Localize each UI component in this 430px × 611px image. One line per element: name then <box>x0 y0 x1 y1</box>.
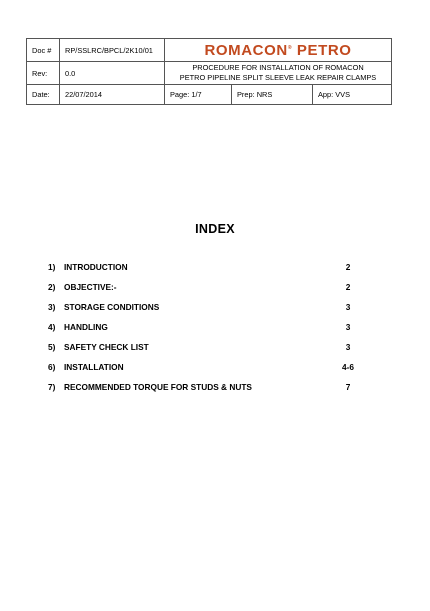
toc-item-page: 7 <box>345 382 351 392</box>
toc-item-title: INSTALLATION <box>64 362 124 372</box>
document-title-line-2: PETRO PIPELINE SPLIT SLEEVE LEAK REPAIR CLAMPS <box>179 73 377 82</box>
document-title <box>165 62 392 85</box>
date-label: Date: <box>27 85 60 105</box>
table-of-contents <box>48 262 368 402</box>
toc-item-number: 2) <box>48 282 56 292</box>
company-logo: ROMACON® PETRO <box>165 39 392 62</box>
toc-item <box>48 362 368 382</box>
toc-item-page: 3 <box>345 322 351 332</box>
toc-item-number: 3) <box>48 302 56 312</box>
revision-label: Rev: <box>27 62 60 85</box>
toc-item-title: INTRODUCTION <box>64 262 128 272</box>
document-title-line-1: PROCEDURE FOR INSTALLATION OF ROMACON <box>192 63 364 72</box>
toc-item <box>48 342 368 362</box>
toc-item-number: 5) <box>48 342 56 352</box>
toc-item-title: SAFETY CHECK LIST <box>64 342 149 352</box>
toc-item-page: 2 <box>345 262 351 272</box>
doc-number-label: Doc # <box>27 39 60 62</box>
document-header-table <box>26 38 392 105</box>
prepared-by: Prep: NRS <box>232 85 313 105</box>
revision-value: 0.0 <box>60 62 165 85</box>
toc-item-page: 3 <box>345 342 351 352</box>
toc-item <box>48 262 368 282</box>
toc-item <box>48 302 368 322</box>
toc-item-number: 1) <box>48 262 56 272</box>
toc-item-page: 2 <box>345 282 351 292</box>
toc-item-page: 4-6 <box>342 362 354 372</box>
toc-item <box>48 282 368 302</box>
toc-item-number: 4) <box>48 322 56 332</box>
page-number: Page: 1/7 <box>165 85 232 105</box>
toc-item <box>48 322 368 342</box>
index-heading: INDEX <box>195 222 235 236</box>
toc-item-number: 7) <box>48 382 56 392</box>
toc-item-title: STORAGE CONDITIONS <box>64 302 160 312</box>
toc-item-number: 6) <box>48 362 56 372</box>
toc-item-title: HANDLING <box>64 322 108 332</box>
toc-item-page: 3 <box>345 302 351 312</box>
toc-item <box>48 382 368 402</box>
toc-item-title: OBJECTIVE:- <box>64 282 117 292</box>
toc-item-title: RECOMMENDED TORQUE FOR STUDS & NUTS <box>64 382 252 392</box>
doc-number-value: RP/SSLRC/BPCL/2K10/01 <box>60 39 165 62</box>
date-value: 22/07/2014 <box>60 85 165 105</box>
approved-by: App: VVS <box>313 85 392 105</box>
